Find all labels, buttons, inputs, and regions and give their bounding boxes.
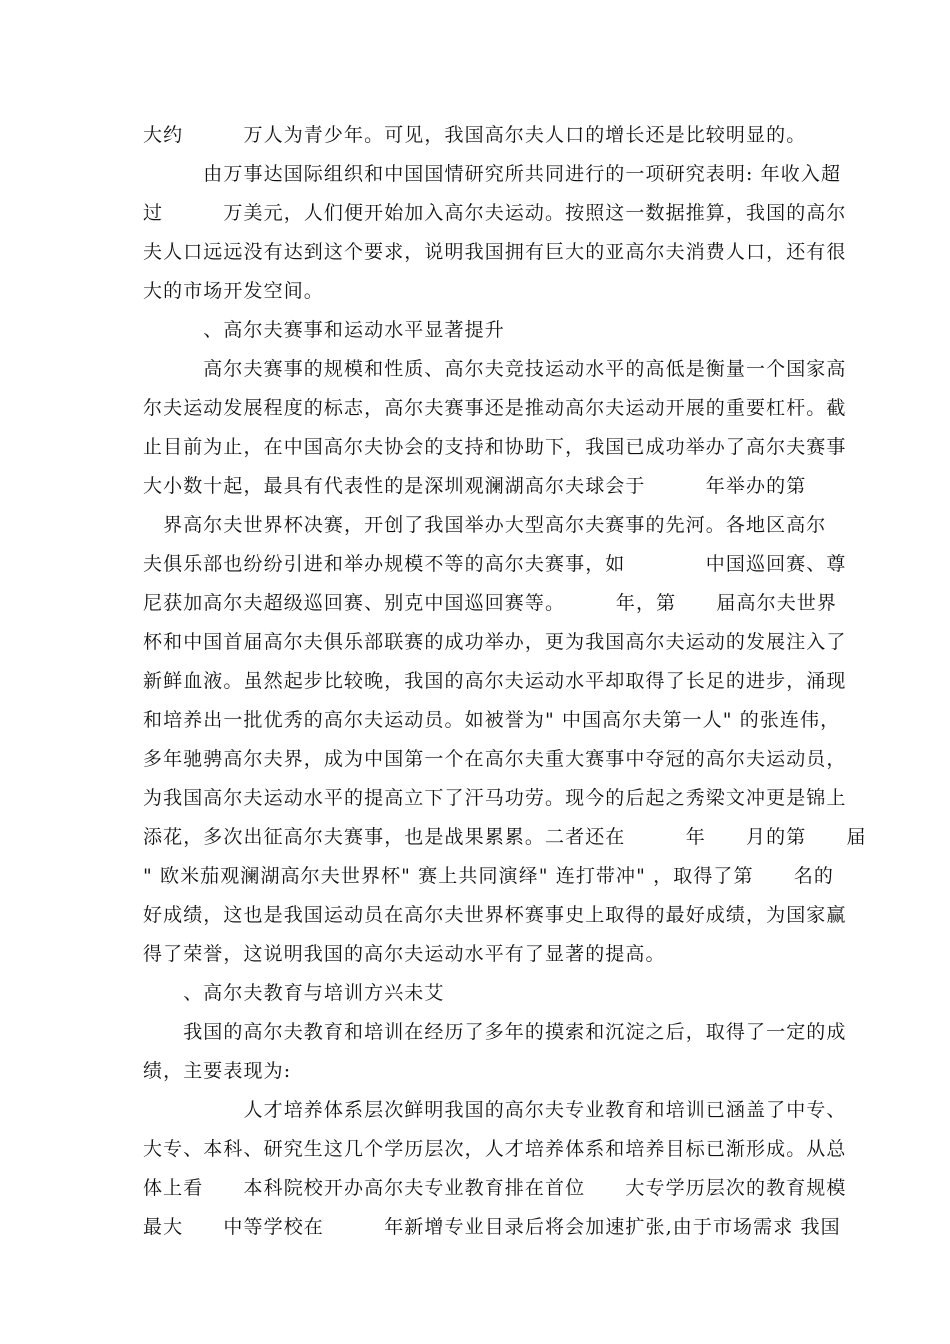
text-line: 夫俱乐部也纷纷引进和举办规模不等的高尔夫赛事，如 中国巡回赛、尊 xyxy=(143,553,847,575)
text-line: " 欧米茄观澜湖高尔夫世界杯" 赛上共同演绎" 连打带冲" ，取得了第 名的 xyxy=(143,865,835,887)
text-line: 体上看 本科院校开办高尔夫专业教育排在首位 大专学历层次的教育规模 xyxy=(143,1177,847,1199)
text-line: 尼获加高尔夫超级巡回赛、别克中国巡回赛等。 年，第 届高尔夫世界 xyxy=(143,592,838,614)
text-line: 杯和中国首届高尔夫俱乐部联赛的成功举办，更为我国高尔夫运动的发展注入了 xyxy=(143,631,847,653)
text-line: 为我国高尔夫运动水平的提高立下了汗马功劳。现今的后起之秀梁文冲更是锦上 xyxy=(143,787,847,809)
text-line: 止目前为止，在中国高尔夫协会的支持和协助下，我国已成功举办了高尔夫赛事 xyxy=(143,436,847,458)
text-line: 人才培养体系层次鲜明我国的高尔夫专业教育和培训已涵盖了中专、 xyxy=(143,1099,847,1121)
text-line: 尔夫运动发展程度的标志，高尔夫赛事还是推动高尔夫运动开展的重要杠杆。截 xyxy=(143,397,847,419)
text-line: 多年驰骋高尔夫界，成为中国第一个在高尔夫重大赛事中夺冠的高尔夫运动员， xyxy=(143,748,847,770)
text-line: 大的市场开发空间。 xyxy=(143,280,324,302)
text-line: 得了荣誉，这说明我国的高尔夫运动水平有了显著的提高。 xyxy=(143,943,666,965)
text-line: 界高尔夫世界杯决赛，开创了我国举办大型高尔夫赛事的先河。各地区高尔 xyxy=(143,514,827,536)
section-heading: 、高尔夫教育与培训方兴未艾 xyxy=(143,982,445,1004)
section-heading: 、高尔夫赛事和运动水平显著提升 xyxy=(143,319,505,341)
text-line: 添花，多次出征高尔夫赛事，也是战果累累。二者还在 年 月的第 届 xyxy=(143,826,867,848)
text-line: 由万事达国际组织和中国国情研究所共同进行的一项研究表明: 年收入超 xyxy=(143,163,842,185)
text-line: 和培养出一批优秀的高尔夫运动员。如被誉为" 中国高尔夫第一人" 的张连伟， xyxy=(143,709,841,731)
text-line: 大小数十起，最具有代表性的是深圳观澜湖高尔夫球会于 年举办的第 xyxy=(143,475,807,497)
text-line: 大约 万人为青少年。可见，我国高尔夫人口的增长还是比较明显的。 xyxy=(143,124,807,146)
text-line: 我国的高尔夫教育和培训在经历了多年的摸索和沉淀之后，取得了一定的成 xyxy=(143,1021,847,1043)
text-line: 大专、本科、研究生这几个学历层次，人才培养体系和培养目标已渐形成。从总 xyxy=(143,1138,847,1160)
text-line: 最大 中等学校在 年新增专业目录后将会加速扩张,由于市场需求 我国 xyxy=(143,1216,841,1238)
text-line: 绩，主要表现为: xyxy=(143,1060,292,1082)
text-line: 高尔夫赛事的规模和性质、高尔夫竞技运动水平的高低是衡量一个国家高 xyxy=(143,358,847,380)
text-line: 过 万美元，人们便开始加入高尔夫运动。按照这一数据推算，我国的高尔 xyxy=(143,202,847,224)
text-line: 好成绩，这也是我国运动员在高尔夫世界杯赛事史上取得的最好成绩，为国家赢 xyxy=(143,904,847,926)
text-line: 新鲜血液。虽然起步比较晚，我国的高尔夫运动水平却取得了长足的进步，涌现 xyxy=(143,670,847,692)
text-line: 夫人口远远没有达到这个要求，说明我国拥有巨大的亚高尔夫消费人口，还有很 xyxy=(143,241,847,263)
